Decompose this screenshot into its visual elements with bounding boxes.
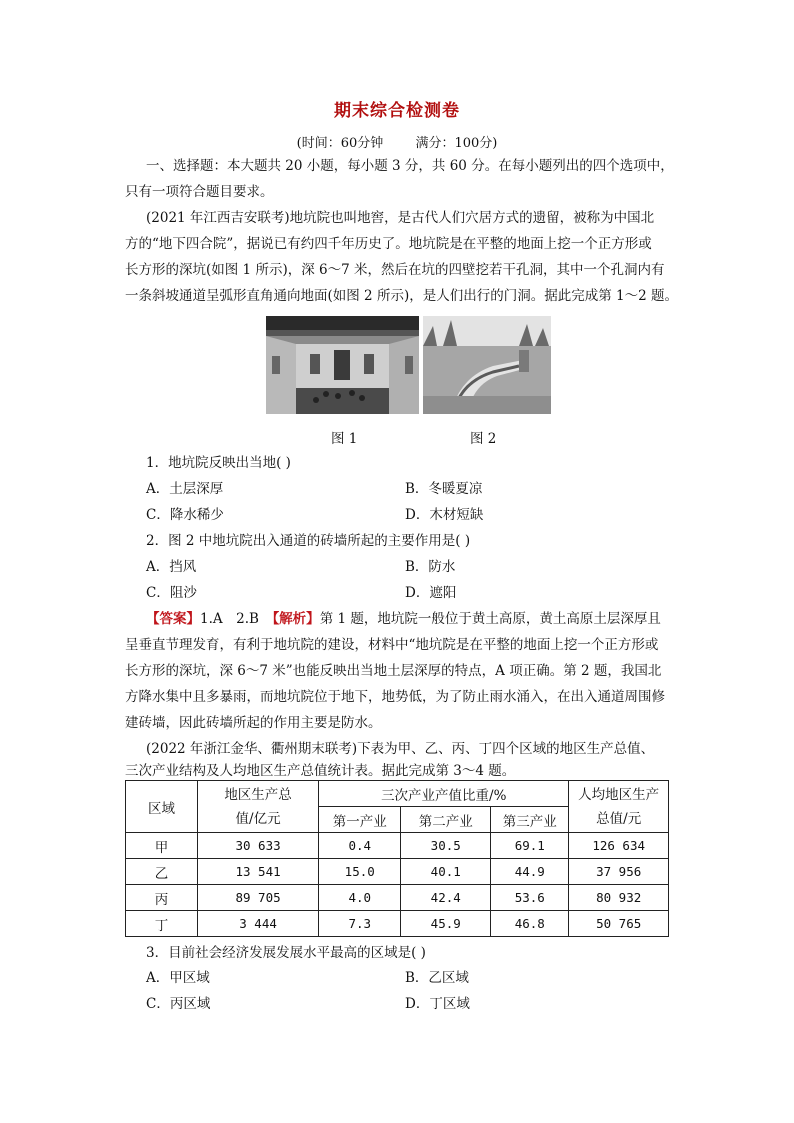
cell-gdp: 30 633 <box>197 833 318 859</box>
cell-tertiary: 46.8 <box>491 911 569 937</box>
exam-info <box>0 132 794 151</box>
passage2-line: 三次产业结构及人均地区生产总值统计表。据此完成第 3～4 题。 <box>125 763 516 779</box>
cell-gdp: 3 444 <box>197 911 318 937</box>
cell-region: 丁 <box>126 911 198 937</box>
figure2-caption: 图 2 <box>470 431 497 447</box>
passage2-line: (2022 年浙江金华、衢州期末联考)下表为甲、乙、丙、丁四个区域的地区生产总值、 <box>146 741 655 757</box>
q2-option-b: B．防水 <box>405 559 456 575</box>
analysis-line: 方降水集中且多暴雨，而地坑院位于地下，地势低，为了防止雨水涌入，在出入通道周围修 <box>125 689 665 705</box>
header-industry-structure: 三次产业产值比重/% <box>319 781 569 807</box>
cell-region: 丙 <box>126 885 198 911</box>
header-per-capita <box>569 781 669 833</box>
header-gdp <box>197 781 318 833</box>
cell-secondary: 45.9 <box>401 911 491 937</box>
answer-line <box>146 607 661 627</box>
cell-secondary: 40.1 <box>401 859 491 885</box>
analysis-label: 【解析】 <box>272 611 320 627</box>
cell-tertiary: 69.1 <box>491 833 569 859</box>
analysis-line: 长方形的深坑，深 6～7 米”也能反映出当地土层深厚的特点，A 项正确。第 2 题，我国北 <box>125 663 662 679</box>
q1-option-b: B．冬暖夏凉 <box>405 481 483 497</box>
cell-per-capita: 37 956 <box>569 859 669 885</box>
q3-option-d: D．丁区域 <box>405 996 470 1012</box>
cell-region: 乙 <box>126 859 198 885</box>
q2-option-c: C．阻沙 <box>146 585 197 601</box>
cell-per-capita: 126 634 <box>569 833 669 859</box>
header-secondary: 第二产业 <box>401 807 491 833</box>
question1-stem: 1．地坑院反映出当地( ) <box>146 455 291 471</box>
section-heading-line1: 一、选择题：本大题共 20 小题，每小题 3 分，共 60 分。在每小题列出的四个选项中， <box>146 158 674 174</box>
question3-stem: 3．目前社会经济发展发展水平最高的区域是( ) <box>146 945 426 961</box>
analysis-line: 建砖墙，因此砖墙所起的作用主要是防水。 <box>125 715 382 731</box>
q2-option-a: A．挡风 <box>146 559 197 575</box>
q1-option-d: D．木材短缺 <box>405 507 484 523</box>
table-row <box>126 833 669 859</box>
passage1-line: 长方形的深坑(如图 1 所示)，深 6～7 米，然后在坑的四壁挖若干孔洞，其中一个孔洞内有 <box>125 262 665 278</box>
page-title: 期末综合检测卷 <box>334 101 460 121</box>
passage1-line: 一条斜坡通道呈弧形直角通向地面(如图 2 所示)，是人们出行的门洞。据此完成第 1～2 题。 <box>125 288 678 304</box>
analysis-text: 第 1 题，地坑院一般位于黄土高原，黄土高原土层深厚且 <box>319 611 661 627</box>
table-header-row <box>126 781 669 807</box>
question2-stem: 2．图 2 中地坑院出入通道的砖墙所起的主要作用是( ) <box>146 533 471 549</box>
cell-gdp: 89 705 <box>197 885 318 911</box>
cell-primary: 15.0 <box>319 859 401 885</box>
q1-option-a: A．土层深厚 <box>146 481 224 497</box>
cell-tertiary: 53.6 <box>491 885 569 911</box>
figure1-photo <box>266 316 419 414</box>
answer-values: 1.A 2.B <box>200 611 273 627</box>
region-stats-table <box>125 780 669 937</box>
analysis-line: 呈垂直节理发育，有利于地坑院的建设，材料中“地坑院是在平整的地面上挖一个正方形或 <box>125 637 659 653</box>
table-row <box>126 911 669 937</box>
time-limit: (时间：60分钟 <box>296 136 384 151</box>
header-primary: 第一产业 <box>319 807 401 833</box>
cell-gdp: 13 541 <box>197 859 318 885</box>
answer-label: 【答案】 <box>146 611 200 627</box>
cell-primary: 7.3 <box>319 911 401 937</box>
figure2-photo <box>423 316 551 414</box>
figure1-caption: 图 1 <box>331 431 358 447</box>
cell-per-capita: 50 765 <box>569 911 669 937</box>
header-pc-line2: 总值/元 <box>596 810 642 827</box>
cell-primary: 4.0 <box>319 885 401 911</box>
table-row <box>126 885 669 911</box>
header-gdp-line2: 值/亿元 <box>235 810 281 827</box>
section-heading-line2: 只有一项符合题目要求。 <box>125 184 274 200</box>
cell-tertiary: 44.9 <box>491 859 569 885</box>
q2-option-d: D．遮阳 <box>405 585 457 601</box>
passage1-line: 方的“地下四合院”，据说已有约四千年历史了。地坑院是在平整的地面上挖一个正方形或 <box>125 236 652 252</box>
full-score: 满分：100分) <box>415 136 498 151</box>
q3-option-b: B．乙区域 <box>405 970 469 986</box>
q1-option-c: C．降水稀少 <box>146 507 224 523</box>
cell-secondary: 30.5 <box>401 833 491 859</box>
header-gdp-line1: 地区生产总 <box>224 786 292 803</box>
header-tertiary: 第三产业 <box>491 807 569 833</box>
header-region: 区域 <box>126 781 198 833</box>
header-pc-line1: 人均地区生产 <box>578 786 660 803</box>
cell-region: 甲 <box>126 833 198 859</box>
passage1-line: (2021 年江西吉安联考)地坑院也叫地窖，是古代人们穴居方式的遗留，被称为中国北 <box>146 210 655 226</box>
q3-option-c: C．丙区域 <box>146 996 211 1012</box>
cell-per-capita: 80 932 <box>569 885 669 911</box>
cell-secondary: 42.4 <box>401 885 491 911</box>
q3-option-a: A．甲区域 <box>146 970 210 986</box>
table-row <box>126 859 669 885</box>
cell-primary: 0.4 <box>319 833 401 859</box>
